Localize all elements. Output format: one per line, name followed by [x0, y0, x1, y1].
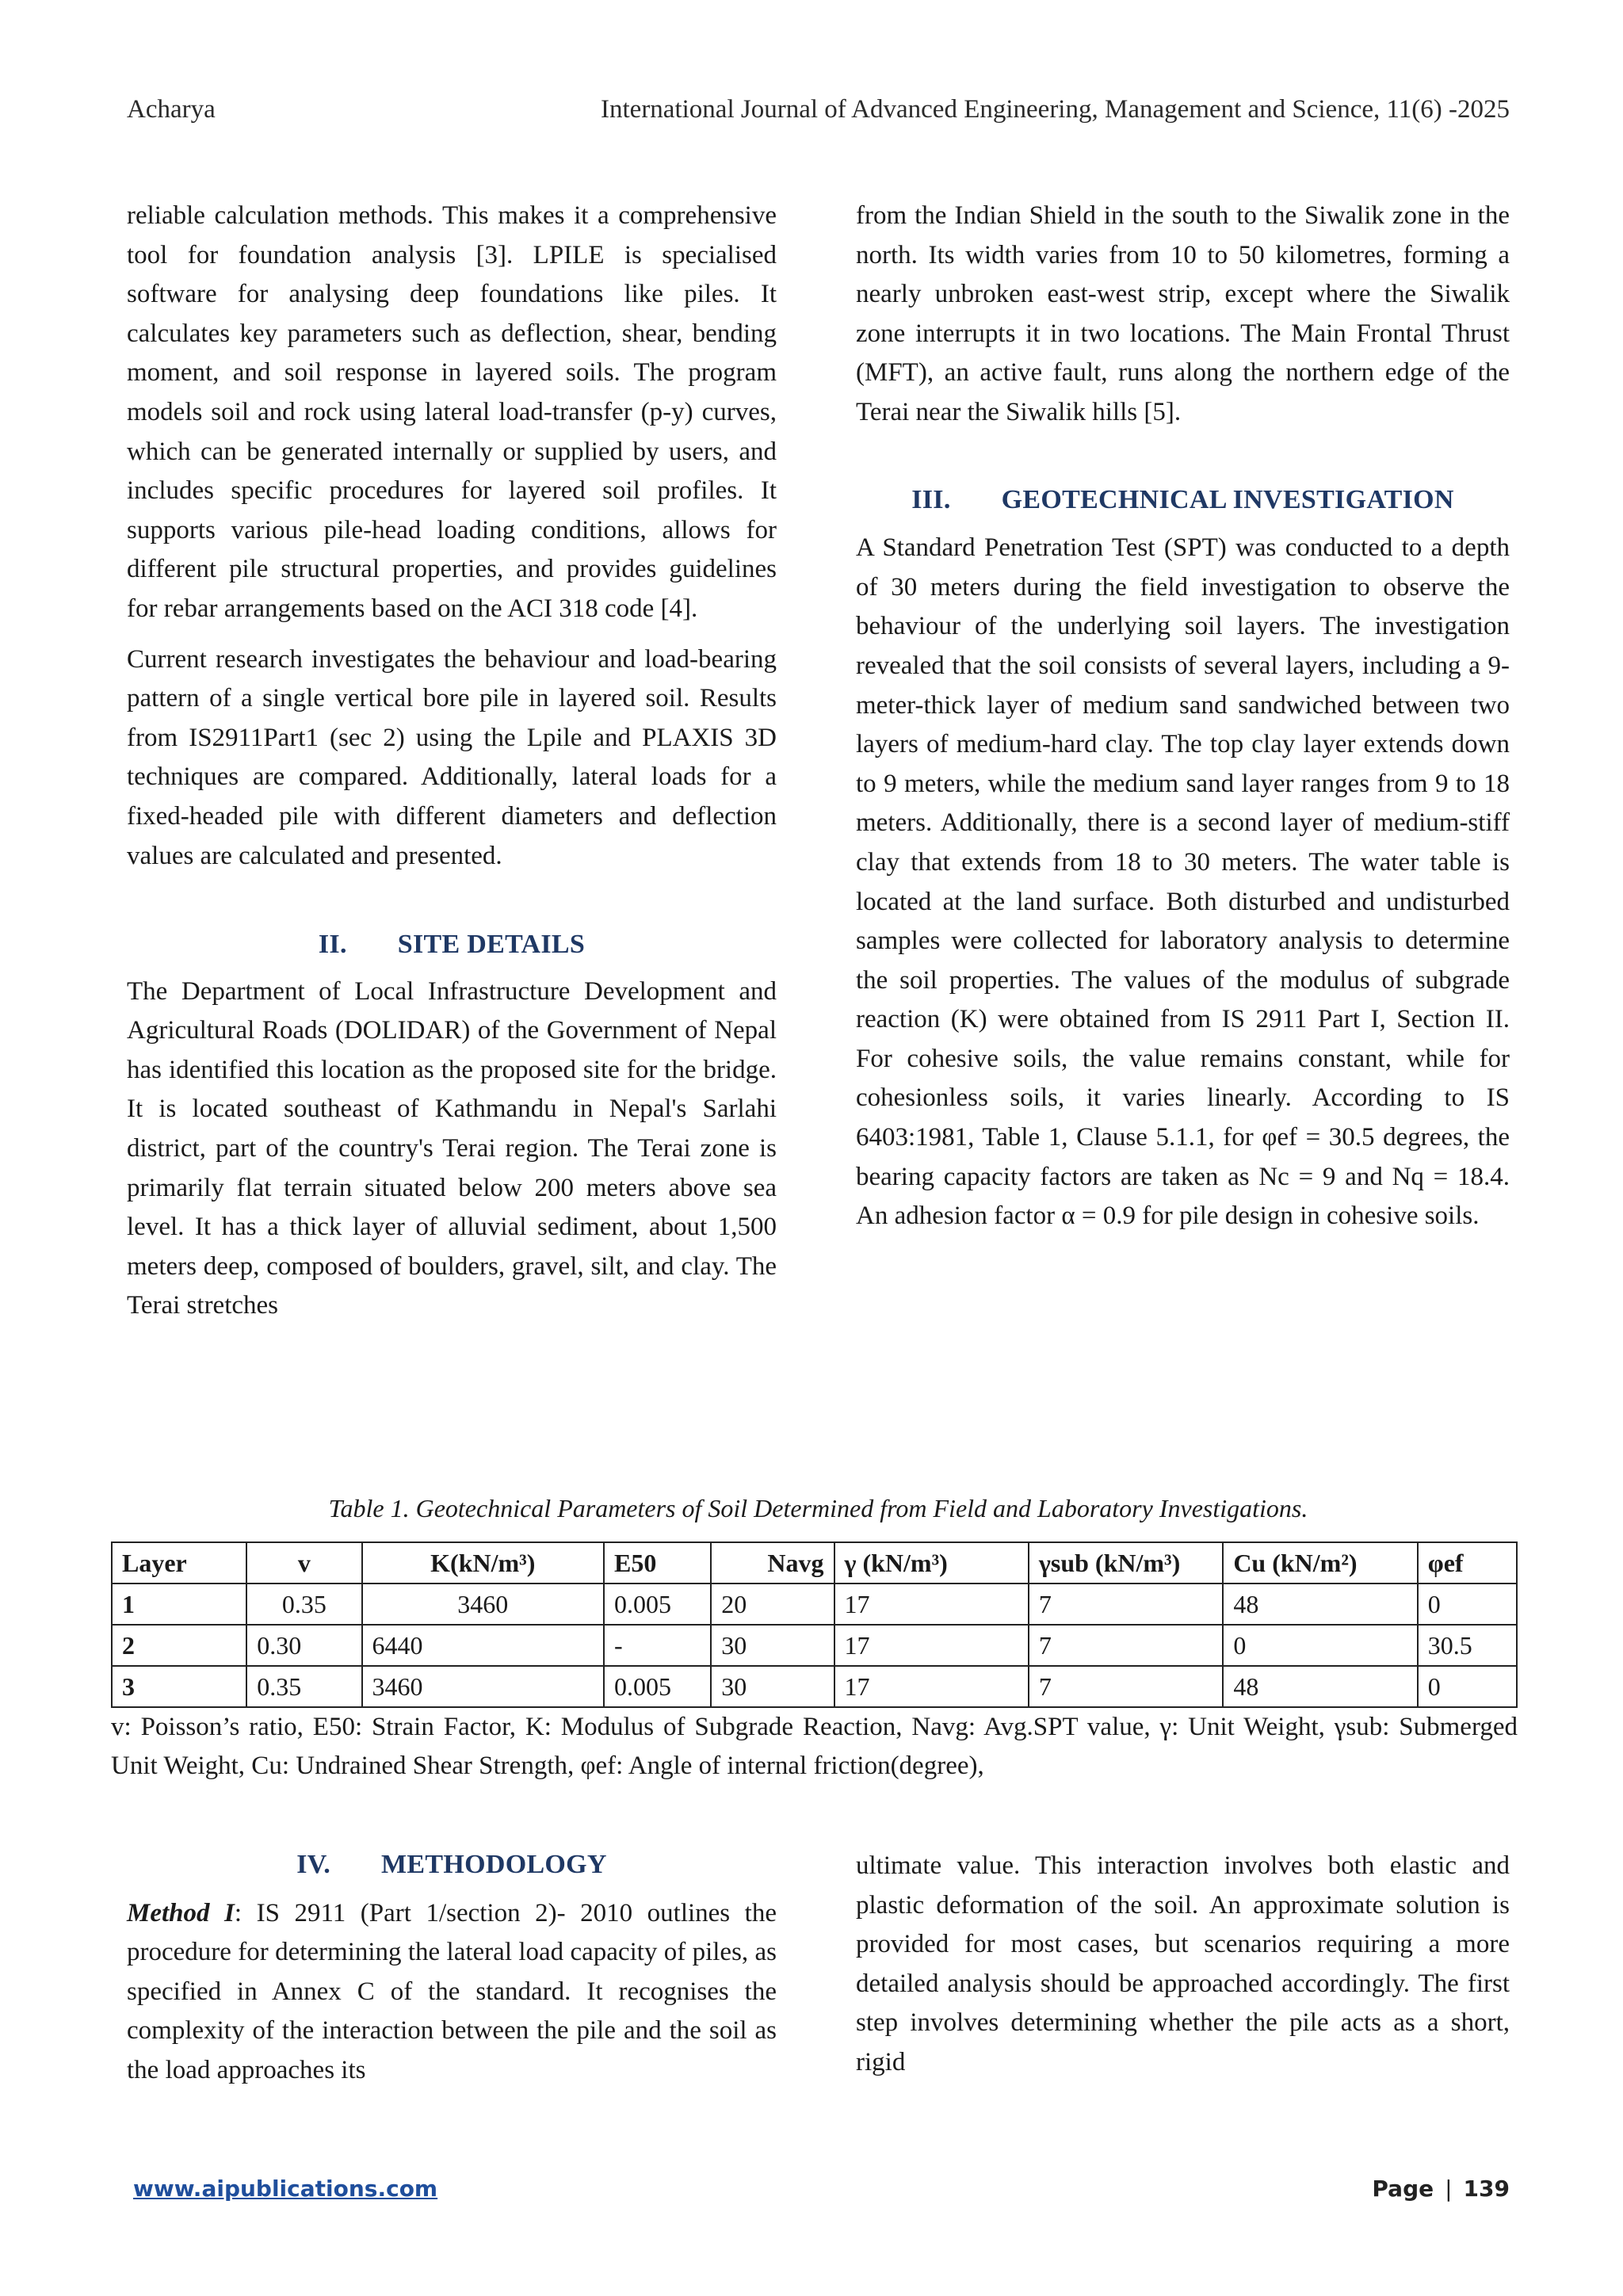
- column-header: Cu (kN/m²): [1223, 1542, 1417, 1584]
- right-column-upper: [856, 197, 1510, 1236]
- table-cell: 0.005: [604, 1584, 711, 1625]
- method-text: : IS 2911 (Part 1/section 2)- 2010 outlines the procedure for determining the lateral load capacity of piles, as specified in Annex C of the standard. It recognises the complexity of the interaction between the pile and the soil as the load approaches its: [127, 1898, 777, 2084]
- column-header: v: [246, 1542, 361, 1584]
- table-cell: 0: [1223, 1625, 1417, 1666]
- table-caption: Table 1. Geotechnical Parameters of Soil Determined from Field and Laboratory Investigations.: [328, 1494, 1308, 1522]
- right-column-lower: [856, 1847, 1510, 2083]
- table-cell: 7: [1029, 1625, 1223, 1666]
- table-cell: 3: [112, 1666, 246, 1707]
- section-heading-site-details: [127, 925, 777, 965]
- column-header: K(kN/m³): [362, 1542, 605, 1584]
- table-cell: 17: [834, 1666, 1029, 1707]
- section-title: SITE DETAILS: [397, 930, 586, 960]
- paragraph-lpile: reliable calculation methods. This makes it a comprehensive tool for foundation analysis [3]. LPILE is specialised software for analysing deep foundations like piles. It calculates key parameters such as deflection, shear, bending moment, and soil response in layered soils. The program models soil and rock using lateral load-transfer (p-y) curves, which can be generated internally or supplied by users, and includes specific procedures for layered soil profiles. It supports various pile-head loading conditions, allows for different pile structural properties, and provides guidelines for rebar arrangements based on the ACI 318 code [4].: [127, 201, 777, 623]
- publisher-website-link[interactable]: www.aipublications.com: [133, 2176, 438, 2202]
- table-cell: 30: [711, 1666, 834, 1707]
- table-cell: 7: [1029, 1666, 1223, 1707]
- table-cell: 30.5: [1418, 1625, 1517, 1666]
- section-number: IV.: [296, 1850, 331, 1879]
- table-row: [112, 1625, 1517, 1666]
- paragraph-geotechnical: A Standard Penetration Test (SPT) was conducted to a depth of 30 meters during the field investigation to observe the behaviour of the underlying soil layers. The investigation revealed that the soil consists of several layers, including a 9-meter-thick layer of medium sand sandwiched between two layers of medium-hard clay. The top clay layer extends down to 9 meters, while the medium sand layer ranges from 9 to 18 meters. Additionally, there is a second layer of medium-stiff clay that extends from 18 to 30 meters. The water table is located at the land surface. Both disturbed and undisturbed samples were collected for laboratory analysis to determine the soil properties. The values of the modulus of subgrade reaction (K) were obtained from IS 2911 Part I, Section II. For cohesive soils, the value remains constant, while for cohesionless soils, it varies linearly. According to IS 6403:1981, Table 1, Clause 5.1.1, for φef = 30.5 degrees, the bearing capacity factors are taken as Nc = 9 and Nq = 18.4. An adhesion factor α = 0.9 for pile design in cohesive soils.: [856, 533, 1510, 1231]
- paragraph-terai: from the Indian Shield in the south to the Siwalik zone in the north. Its width varies from 10 to 50 kilometres, forming a nearly unbroken east-west strip, except where the Siwalik zone interrupts it in two locations. The Main Frontal Thrust (MFT), an active fault, runs along the northern edge of the Terai near the Siwalik hills [5].: [856, 201, 1510, 426]
- column-header: Layer: [112, 1542, 246, 1584]
- running-header-author: Acharya: [127, 95, 216, 124]
- method-label: Method I: [127, 1898, 235, 1927]
- left-column-lower: [127, 1845, 777, 2091]
- column-header: γ (kN/m³): [834, 1542, 1029, 1584]
- table-cell: 17: [834, 1625, 1029, 1666]
- table-footnote: v: Poisson’s ratio, E50: Strain Factor, K: Modulus of Subgrade Reaction, Navg: Avg.SPT value, γ: Unit Weight, γsub: Submerged Unit Weight, Cu: Undrained Shear Strength, φef: Angle of internal friction(degree),: [111, 1713, 1518, 1780]
- table-cell: 0.35: [246, 1584, 361, 1625]
- section-title: METHODOLOGY: [381, 1850, 607, 1879]
- paragraph-method-one: [127, 1894, 777, 2091]
- page-separator: |: [1445, 2176, 1453, 2202]
- table-row: [112, 1584, 1517, 1625]
- geotechnical-parameters-table: [111, 1541, 1518, 1708]
- table-cell: 30: [711, 1625, 834, 1666]
- column-header: Navg: [711, 1542, 834, 1584]
- column-header: φef: [1418, 1542, 1517, 1584]
- table-cell: 17: [834, 1584, 1029, 1625]
- table-cell: 2: [112, 1625, 246, 1666]
- column-header: E50: [604, 1542, 711, 1584]
- left-column-upper: [127, 197, 777, 1326]
- section-number: III.: [911, 484, 951, 514]
- table-cell: 3460: [362, 1666, 605, 1707]
- page-number-block: [1372, 2176, 1510, 2202]
- table-cell: 0.005: [604, 1666, 711, 1707]
- page-label: Page: [1372, 2176, 1434, 2202]
- table-header-row: [112, 1542, 1517, 1584]
- paragraph-current-research: Current research investigates the behaviour and load-bearing pattern of a single vertical bore pile in layered soil. Results from IS2911Part1 (sec 2) using the Lpile and PLAXIS 3D techniques are compared. Additionally, lateral loads for a fixed-headed pile with different diameters and deflection values are calculated and presented.: [127, 644, 777, 870]
- table-cell: 48: [1223, 1666, 1417, 1707]
- running-header-journal: International Journal of Advanced Engineering, Management and Science, 11(6) -2025: [601, 95, 1510, 124]
- column-header: γsub (kN/m³): [1029, 1542, 1223, 1584]
- table-cell: 0: [1418, 1584, 1517, 1625]
- paragraph-site-details: The Department of Local Infrastructure Development and Agricultural Roads (DOLIDAR) of the Government of Nepal has identified this location as the proposed site for the bridge. It is located southeast of Kathmandu in Nepal's Sarlahi district, part of the country's Terai region. The Terai zone is primarily flat terrain situated below 200 meters above sea level. It has a thick layer of alluvial sediment, about 1,500 meters deep, composed of boulders, gravel, silt, and clay. The Terai stretches: [127, 976, 777, 1320]
- table-cell: -: [604, 1625, 711, 1666]
- table-cell: 3460: [362, 1584, 605, 1625]
- table-cell: 0.35: [246, 1666, 361, 1707]
- section-title: GEOTECHNICAL INVESTIGATION: [1001, 484, 1454, 514]
- table-cell: 48: [1223, 1584, 1417, 1625]
- table-cell: 0: [1418, 1666, 1517, 1707]
- section-heading-methodology: [127, 1845, 777, 1885]
- table-cell: 20: [711, 1584, 834, 1625]
- table-row: [112, 1666, 1517, 1707]
- table-cell: 0.30: [246, 1625, 361, 1666]
- table-cell: 1: [112, 1584, 246, 1625]
- section-heading-geotechnical: [856, 480, 1510, 520]
- page-number: 139: [1463, 2176, 1510, 2202]
- table-cell: 6440: [362, 1625, 605, 1666]
- section-number: II.: [318, 930, 347, 960]
- table-cell: 7: [1029, 1584, 1223, 1625]
- paragraph-method-continued: ultimate value. This interaction involves both elastic and plastic deformation of the soil. An approximate solution is provided for most cases, but scenarios requiring a more detailed analysis should be approached accordingly. The first step involves determining whether the pile acts as a short, rigid: [856, 1851, 1510, 2076]
